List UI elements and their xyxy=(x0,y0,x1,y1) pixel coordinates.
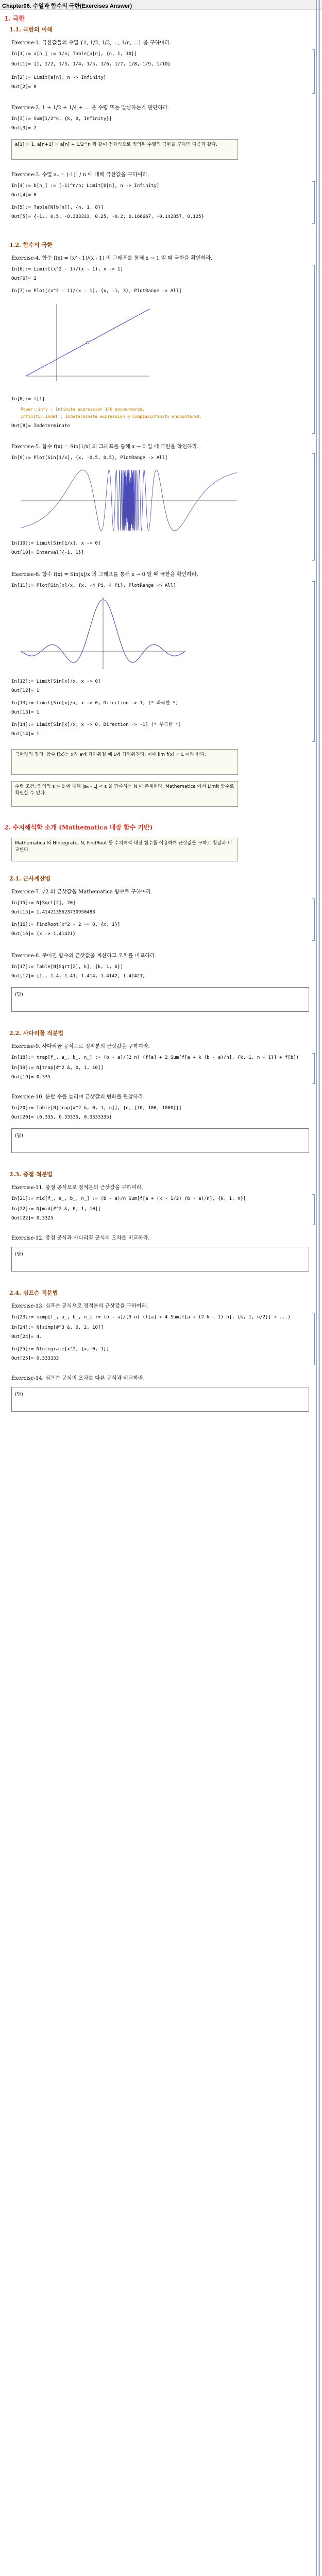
cell-group-bracket[interactable] xyxy=(312,181,315,224)
answer-box[interactable] xyxy=(11,1247,309,1272)
explanation-note: 극한값의 정의: 함수 f(x)는 x가 a에 가까워질 때 L에 가까워진다. 이때 lim f(x) = L 이라 한다. xyxy=(11,749,238,775)
subsection-heading[interactable]: 2.3. 중점 적분법 xyxy=(9,1171,53,1178)
input-cell[interactable]: In[1]:= a[n_] := 1/n; Table[a[n], {n, 1, 10}] xyxy=(11,52,137,57)
input-cell[interactable]: In[15]:= N[Sqrt[2], 20] xyxy=(11,901,76,906)
answer-box[interactable] xyxy=(11,987,309,1012)
answer-label: (답) xyxy=(15,992,23,997)
output-cell: Out[1]= {1, 1/2, 1/3, 1/4, 1/5, 1/6, 1/7, 1/8, 1/9, 1/10} xyxy=(11,62,171,67)
output-cell: Out[13]= 1 xyxy=(11,710,40,715)
exercise-text: Exercise-12. 중점 공식과 사다리꼴 공식의 오차를 비교하라. xyxy=(11,1235,150,1241)
input-cell[interactable]: In[9]:= Plot[Sin[1/x], {x, -0.5, 0.5}, PlotRange -> All] xyxy=(11,455,168,461)
window-title-bar xyxy=(0,0,322,10)
exercise-text: Exercise-3. 수열 aₙ = (-1)ⁿ / n 에 대해 극한값을 구하여라. xyxy=(11,172,149,178)
plot-sin-inverse[interactable] xyxy=(21,467,237,534)
output-cell: Out[2]= 0 xyxy=(11,84,37,90)
exercise-text: Exercise-13. 심프슨 공식으로 정적분의 근삿값을 구하여라. xyxy=(11,1303,148,1309)
section-heading[interactable]: 1. 극한 xyxy=(4,15,25,22)
input-cell[interactable]: In[16]:= FindRoot[x^2 - 2 == 0, {x, 1}] xyxy=(11,922,121,927)
output-cell: Out[17]= {1., 1.4, 1.41, 1.414, 1.4142, 1.41421} xyxy=(11,974,146,979)
exercise-text: Exercise-14. 심프슨 공식의 오차를 다른 공식과 비교하라. xyxy=(11,1376,145,1381)
output-cell: Out[12]= 1 xyxy=(11,688,40,693)
input-cell[interactable]: In[12]:= Limit[Sin[x]/x, x -> 0] xyxy=(11,679,101,684)
subsection-heading[interactable]: 2.4. 심프슨 적분법 xyxy=(9,1290,58,1296)
input-cell[interactable]: In[6]:= Limit[(x^2 - 1)/(x - 1), x -> 1] xyxy=(11,267,123,272)
output-cell: Out[24]= 4. xyxy=(11,1334,42,1340)
output-cell: Out[25]= 0.333333 xyxy=(11,1356,59,1361)
explanation-note: 수렴 조건: 임의의 ε > 0 에 대해 |aₙ - L| < ε 을 만족하는 N 이 존재한다. Mathematica 에서 Limit 함수로 확인할 수 있다. xyxy=(11,781,238,807)
input-cell[interactable]: In[13]:= Limit[Sin[x]/x, x -> 0, Direction -> 1] (* 좌극한 *) xyxy=(11,701,179,706)
plot-linear[interactable] xyxy=(21,299,155,386)
input-cell[interactable]: In[8]:= f[1] xyxy=(11,397,45,402)
output-cell: Out[16]= {x -> 1.41421} xyxy=(11,931,76,937)
input-cell[interactable]: In[24]:= N[simp[#^3 &, 0, 2, 10]] xyxy=(11,1325,104,1330)
output-cell: Out[6]= 2 xyxy=(11,276,37,281)
output-cell: Out[8]= Indeterminate xyxy=(11,423,70,429)
exercise-text: Exercise-2. 1 + 1/2 + 1/4 + … 은 수렴 또는 발산하는가 판단하라. xyxy=(11,105,170,111)
input-cell[interactable]: In[23]:= simp[f_, a_, b_, n_] := (b - a)/(3 n) (f[a] + 4 Sum[f[a + (2 k - 1) h], {k, 1, n/2}] + ...) xyxy=(11,1315,291,1320)
exercise-text: Exercise-9. 사다리꼴 공식으로 정적분의 근삿값을 구하여라. xyxy=(11,1044,150,1049)
cell-group-bracket[interactable] xyxy=(312,1313,315,1365)
input-cell[interactable]: In[20]:= Table[N[trap[#^2 &, 0, 1, n]], {n, {10, 100, 1000}}] xyxy=(11,1106,182,1111)
input-cell[interactable]: In[7]:= Plot[(x^2 - 1)/(x - 1), {x, -1, 3}, PlotRange -> All] xyxy=(11,289,182,294)
explanation-note: Mathematica 의 NIntegrate, N, FindRoot 등 수치해석 내장 함수를 이용하여 근삿값을 구하고 참값과 비교한다. xyxy=(11,838,238,861)
input-cell[interactable]: In[4]:= b[n_] := (-1)^n/n; Limit[b[n], n -> Infinity] xyxy=(11,183,160,189)
answer-box[interactable] xyxy=(11,1387,309,1412)
output-cell: Out[22]= 0.3325 xyxy=(11,1216,54,1221)
warning-message: Infinity::indet : Indeterminate expression 0 ComplexInfinity encountered. xyxy=(21,414,202,419)
subsection-heading[interactable]: 1.2. 함수의 극한 xyxy=(9,242,53,248)
subsection-heading[interactable]: 2.1. 근사계산법 xyxy=(9,875,50,882)
cell-group-bracket[interactable] xyxy=(312,899,315,941)
exercise-text: Exercise-6. 함수 f(x) = Sin[x]/x 의 그래프를 통해 x → 0 일 때 극한을 확인하라. xyxy=(11,572,198,578)
cell-group-bracket[interactable] xyxy=(312,453,315,561)
cell-group-bracket[interactable] xyxy=(312,581,315,742)
answer-label: (답) xyxy=(15,1252,23,1257)
cell-group-bracket[interactable] xyxy=(312,1194,315,1225)
answer-box[interactable] xyxy=(11,1128,309,1153)
answer-label: (답) xyxy=(15,1133,23,1139)
exercise-text: Exercise-11. 중점 공식으로 정적분의 근삿값을 구하여라. xyxy=(11,1185,143,1191)
output-cell: Out[4]= 0 xyxy=(11,193,37,198)
exercise-text: Exercise-8. 주어진 함수의 근삿값을 계산하고 오차를 비교하라. xyxy=(11,953,157,959)
output-cell: Out[15]= 1.4142135623730950488 xyxy=(11,910,95,915)
exercise-text: Exercise-4. 함수 f(x) = (x² - 1)/(x - 1) 의 그래프를 통해 x → 1 일 때 극한을 확인하라. xyxy=(11,256,213,261)
plot-sinc[interactable] xyxy=(21,595,185,672)
exercise-text: Exercise-10. 분할 수를 늘리며 근삿값의 변화를 관찰하라. xyxy=(11,1094,145,1100)
input-cell[interactable]: In[14]:= Limit[Sin[x]/x, x -> 0, Direction -> -1] (* 우극한 *) xyxy=(11,722,181,727)
exercise-text: Exercise-1. 극한값들의 수열 {1, 1/2, 1/3, …, 1/n, …} 을 구하여라. xyxy=(11,40,172,46)
output-cell: Out[19]= 0.335 xyxy=(11,1075,50,1080)
input-cell[interactable]: In[25]:= NIntegrate[x^2, {x, 0, 1}] xyxy=(11,1347,109,1352)
input-cell[interactable]: In[5]:= Table[N[b[n]], {n, 1, 8}] xyxy=(11,205,104,210)
input-cell[interactable]: In[10]:= Limit[Sin[1/x], x -> 0] xyxy=(11,541,101,546)
cell-group-bracket[interactable] xyxy=(312,1053,315,1084)
notebook-title: Chapter06. 수열과 함수의 극한(Exercises Answer) xyxy=(2,3,132,9)
output-cell: Out[14]= 1 xyxy=(11,732,40,737)
subsection-heading[interactable]: 1.1. 극한의 이해 xyxy=(9,26,53,33)
exercise-text: Exercise-7. √2 의 근삿값을 Mathematica 함수로 구하여라. xyxy=(11,889,153,895)
output-cell: Out[10]= Interval[{-1, 1}] xyxy=(11,550,84,555)
input-cell[interactable]: In[17]:= Table[N[Sqrt[2], k], {k, 1, 6}] xyxy=(11,964,123,970)
explanation-note: a[1] = 1, a[n+1] = a[n] + 1/2^n 과 같이 점화식으로 정의된 수열의 극한을 구하면 다음과 같다. xyxy=(11,139,238,160)
input-cell[interactable]: In[22]:= N[mid[#^2 &, 0, 1, 10]] xyxy=(11,1207,101,1212)
output-cell: Out[3]= 2 xyxy=(11,126,37,131)
input-cell[interactable]: In[3]:= Sum[1/2^k, {k, 0, Infinity}] xyxy=(11,116,112,122)
input-cell[interactable]: In[21]:= mid[f_, a_, b_, n_] := (b - a)/n Sum[f[a + (k - 1/2) (b - a)/n], {k, 1, n}] xyxy=(11,1196,246,1201)
input-cell[interactable]: In[11]:= Plot[Sin[x]/x, {x, -4 Pi, 4 Pi}, PlotRange -> All] xyxy=(11,583,176,588)
cell-bracket-rail xyxy=(319,0,320,2576)
input-cell[interactable]: In[19]:= N[trap[#^2 &, 0, 1, 10]] xyxy=(11,1065,104,1071)
input-cell[interactable]: In[2]:= Limit[a[n], n -> Infinity] xyxy=(11,75,107,80)
section-heading[interactable]: 2. 수치해석학 소개 (Mathematica 내장 함수 기반) xyxy=(4,824,153,831)
subsection-heading[interactable]: 2.2. 사다리꼴 적분법 xyxy=(9,1030,64,1037)
output-cell: Out[20]= {0.335, 0.33335, 0.3333335} xyxy=(11,1115,112,1120)
warning-message: Power::infy : Infinite expression 1/0 encountered. xyxy=(21,407,145,412)
answer-label: (답) xyxy=(15,1392,23,1397)
cell-bracket-rail xyxy=(316,0,317,2576)
exercise-text: Exercise-5. 함수 f(x) = Sin[1/x] 의 그래프를 통해 x → 0 일 때 극한을 확인하라. xyxy=(11,444,199,450)
cell-group-bracket[interactable] xyxy=(312,49,315,94)
output-cell: Out[5]= {-1., 0.5, -0.333333, 0.25, -0.2, 0.166667, -0.142857, 0.125} xyxy=(11,214,204,219)
cell-group-bracket[interactable] xyxy=(312,265,315,434)
input-cell[interactable]: In[18]:= trap[f_, a_, b_, n_] := (b - a)/(2 n) (f[a] + 2 Sum[f[a + k (b - a)/n], {k, 1, n - 1}] + f[b]) xyxy=(11,1055,299,1060)
